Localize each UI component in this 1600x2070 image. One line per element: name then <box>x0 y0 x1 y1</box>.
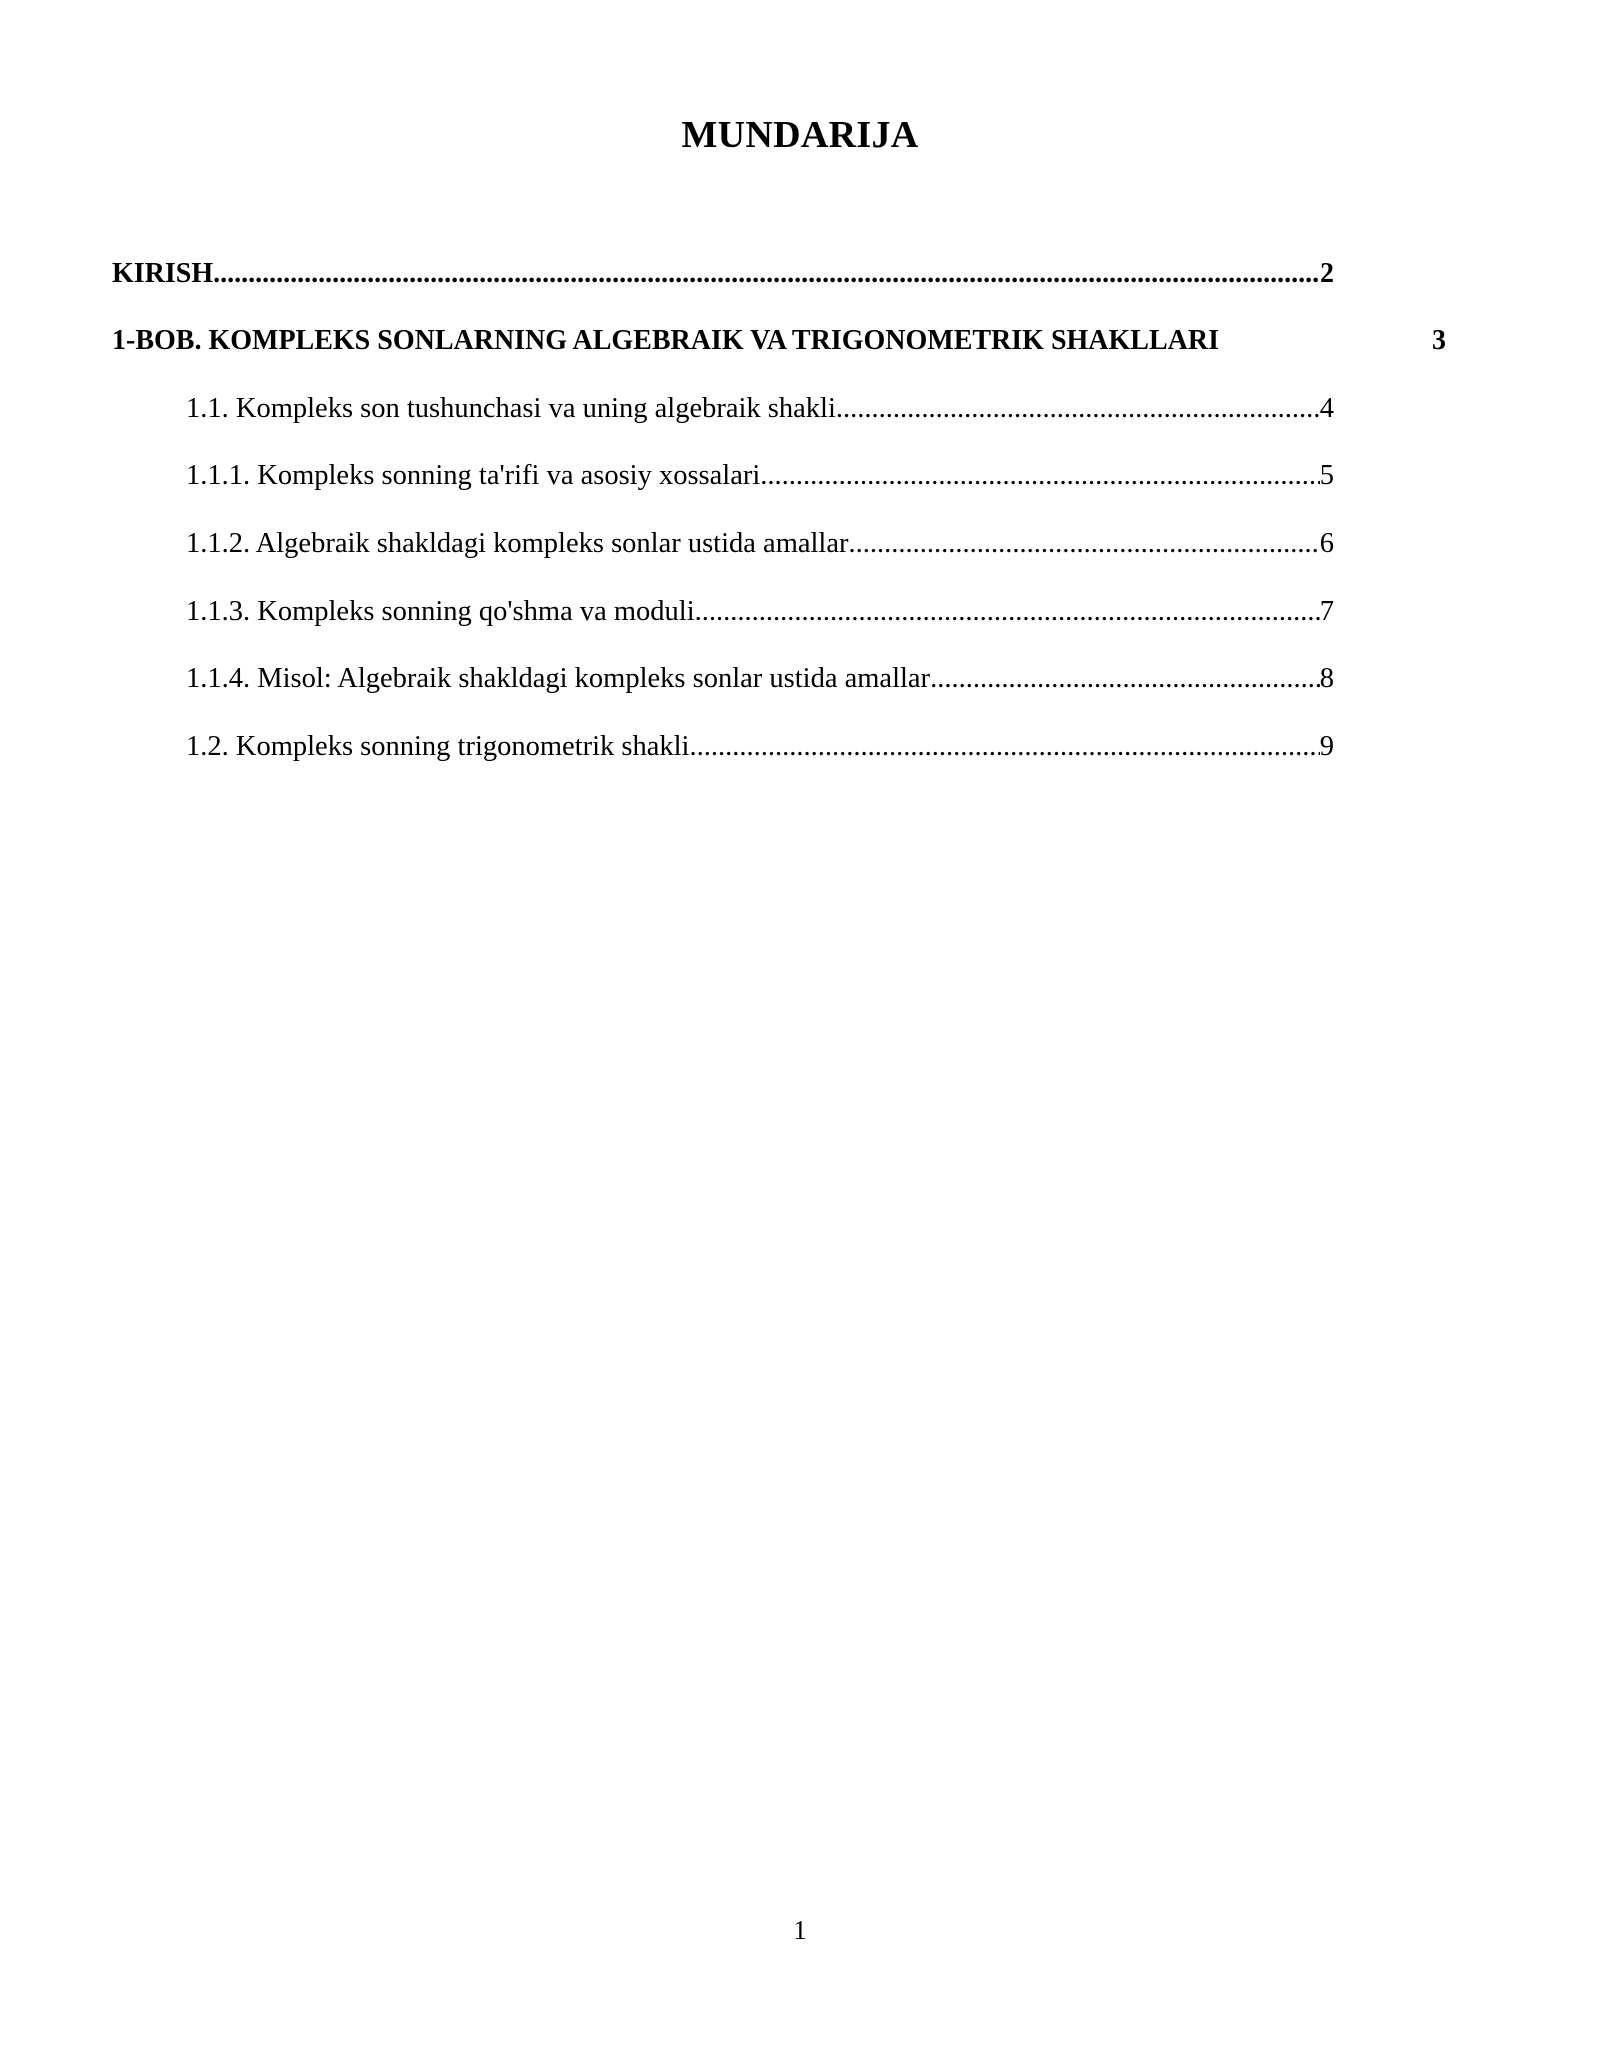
toc-entry-label: 1.1.2. Algebraik shakldagi kompleks sonlar ustida amallar <box>186 528 849 559</box>
toc-entry-1-2[interactable] <box>186 727 1334 767</box>
toc-entry-label: 1.1.4. Misol: Algebraik shakldagi kompleks sonlar ustida amallar <box>186 663 931 694</box>
page-title: MUNDARIJA <box>681 114 919 156</box>
toc-entry-1-1-4[interactable] <box>186 659 1334 699</box>
toc-entry-page: 5 <box>1319 460 1334 491</box>
toc-entry-label: 1-BOB. KOMPLEKS SONLARNING ALGEBRAIK VA TRIGONOMETRIK SHAKLLARI <box>112 325 1219 356</box>
toc-entry-label: 1.2. Kompleks sonning trigonometrik shakli <box>186 731 690 762</box>
toc-entry-page: 4 <box>1319 393 1334 424</box>
toc-dot-leader <box>213 254 1320 294</box>
toc-entry-chapter-1[interactable] <box>112 321 1446 361</box>
page-number: 1 <box>793 1915 807 1945</box>
toc-entry-label: 1.1.3. Kompleks sonning qo'shma va moduli <box>186 596 695 627</box>
toc-entry-label: 1.1.1. Kompleks sonning ta'rifi va asosiy xossalari <box>186 460 761 491</box>
toc-entry-page: 2 <box>1320 258 1334 289</box>
toc-entry-1-1-2[interactable] <box>186 524 1334 564</box>
toc-entry-1-1-3[interactable] <box>186 592 1334 632</box>
toc-entry-1-1[interactable] <box>186 389 1334 429</box>
toc-entry-1-1-1[interactable] <box>186 456 1334 496</box>
toc-entry-page: 3 <box>1432 325 1446 356</box>
toc-dot-leader <box>836 389 1320 429</box>
toc-entry-page: 8 <box>1319 663 1334 694</box>
toc-entry-page: 6 <box>1319 528 1334 559</box>
toc-dot-leader <box>760 456 1319 496</box>
toc-entry-label: 1.1. Kompleks son tushunchasi va uning algebraik shakli <box>186 393 836 424</box>
toc-dot-leader <box>695 592 1320 632</box>
toc-dot-leader <box>849 524 1320 564</box>
toc-entry-page: 7 <box>1319 596 1334 627</box>
toc-entry-kirish[interactable] <box>112 254 1334 294</box>
toc-entry-label: KIRISH <box>112 258 214 289</box>
toc-dot-leader <box>930 659 1320 699</box>
toc-entry-page: 9 <box>1319 731 1334 762</box>
toc-dot-leader <box>689 727 1319 767</box>
